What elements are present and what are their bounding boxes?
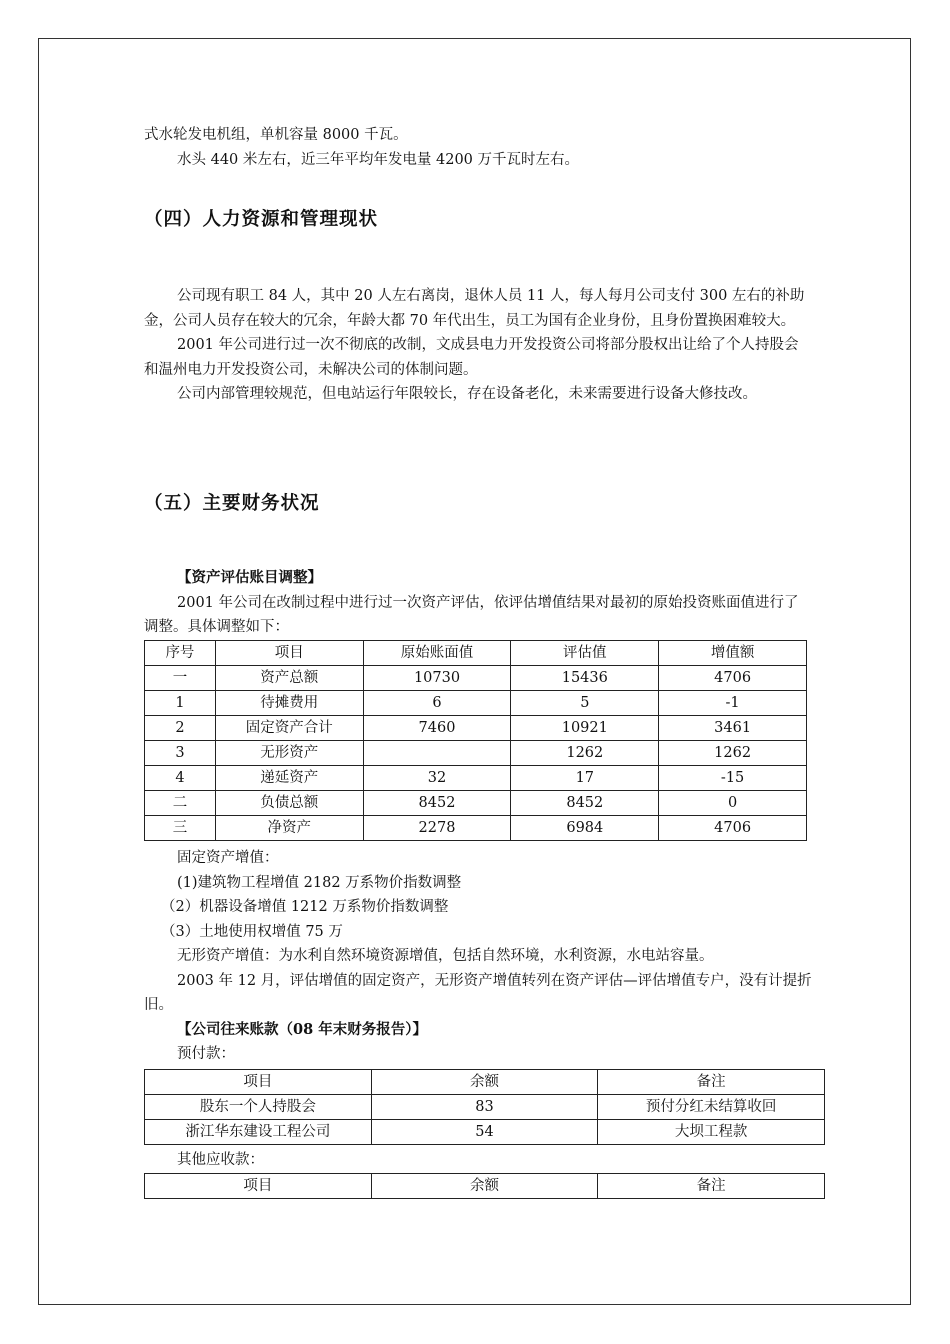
table-cell: 15436 xyxy=(511,666,659,691)
table-cell: 83 xyxy=(371,1095,598,1120)
table-cell: 预付分红未结算收回 xyxy=(598,1095,825,1120)
table-cell: 0 xyxy=(659,791,807,816)
top-text xyxy=(144,123,812,172)
table-cell: 8452 xyxy=(363,791,511,816)
table-cell: 4706 xyxy=(659,666,807,691)
table-row xyxy=(145,791,807,816)
paragraph: 水头 440 米左右，近三年平均年发电量 4200 万千瓦时左右。 xyxy=(177,151,580,168)
note-line: 2003 年 12 月，评估增值的固定资产，无形资产增值转列在资产评估—评估增值专户，没有计提折旧。 xyxy=(144,972,812,1013)
table-header-row xyxy=(145,1174,825,1199)
paragraph: 2001 年公司进行过一次不彻底的改制，文成县电力开发投资公司将部分股权出让给了个人持股会和温州电力开发投资公司，未解决公司的体制问题。 xyxy=(144,337,799,378)
asset-heading: 【资产评估账目调整】 xyxy=(177,569,322,586)
header-cell: 余额 xyxy=(371,1070,598,1095)
paragraph: 式水轮发电机组，单机容量 8000 千瓦。 xyxy=(144,127,408,143)
table-cell: 10921 xyxy=(511,716,659,741)
other-receivables xyxy=(144,1148,812,1173)
table-cell: 二 xyxy=(145,791,216,816)
other-table xyxy=(144,1173,825,1199)
table-row xyxy=(145,1095,825,1120)
table-cell: 大坝工程款 xyxy=(598,1120,825,1145)
table-cell: 17 xyxy=(511,766,659,791)
paragraph: 公司内部管理较规范，但电站运行年限较长，存在设备老化，未来需要进行设备大修技改。 xyxy=(177,386,757,402)
table-cell: 待摊费用 xyxy=(215,691,363,716)
note-line: 固定资产增值： xyxy=(177,850,279,866)
header-cell: 备注 xyxy=(598,1174,825,1199)
table-cell: 2 xyxy=(145,716,216,741)
table-row xyxy=(145,716,807,741)
header-cell: 评估值 xyxy=(511,641,659,666)
header-cell: 余额 xyxy=(371,1174,598,1199)
prepay-table xyxy=(144,1069,825,1145)
table-cell: 6984 xyxy=(511,816,659,841)
table-row xyxy=(145,1120,825,1145)
table-cell: 32 xyxy=(363,766,511,791)
table-cell: 负债总额 xyxy=(215,791,363,816)
table-row xyxy=(145,666,807,691)
table-cell: 3 xyxy=(145,741,216,766)
table-header-row xyxy=(145,641,807,666)
table-cell: -15 xyxy=(659,766,807,791)
header-cell: 备注 xyxy=(598,1070,825,1095)
section-4-body xyxy=(144,284,812,407)
asset-section xyxy=(144,566,812,640)
table-cell: -1 xyxy=(659,691,807,716)
note-line: 无形资产增值：为水利自然环境资源增值，包括自然环境，水利资源，水电站容量。 xyxy=(177,948,714,964)
note-line: （3）土地使用权增值 75 万 xyxy=(161,923,343,940)
section-4-heading: （四）人力资源和管理现状 xyxy=(144,209,379,230)
header-cell: 序号 xyxy=(145,641,216,666)
header-cell: 项目 xyxy=(145,1174,372,1199)
table-cell: 54 xyxy=(371,1120,598,1145)
table-cell: 股东一个人持股会 xyxy=(145,1095,372,1120)
table-cell: 5 xyxy=(511,691,659,716)
header-cell: 原始账面值 xyxy=(363,641,511,666)
note-line: （2）机器设备增值 1212 万系物价指数调整 xyxy=(161,899,449,915)
table-cell: 10730 xyxy=(363,666,511,691)
table-cell: 资产总额 xyxy=(215,666,363,691)
table-cell: 2278 xyxy=(363,816,511,841)
table-cell xyxy=(363,741,511,766)
asset-table xyxy=(144,640,807,841)
table-cell: 1262 xyxy=(511,741,659,766)
table-cell: 三 xyxy=(145,816,216,841)
prepay-label: 预付款： xyxy=(177,1046,235,1062)
header-cell: 项目 xyxy=(215,641,363,666)
table-row xyxy=(145,691,807,716)
section-5-heading: （五）主要财务状况 xyxy=(144,493,320,514)
table-cell: 8452 xyxy=(511,791,659,816)
table-cell: 6 xyxy=(363,691,511,716)
table-cell: 3461 xyxy=(659,716,807,741)
table-cell: 递延资产 xyxy=(215,766,363,791)
header-cell: 项目 xyxy=(145,1070,372,1095)
table-cell: 无形资产 xyxy=(215,741,363,766)
table-cell: 1262 xyxy=(659,741,807,766)
paragraph: 公司现有职工 84 人，其中 20 人左右离岗，退休人员 11 人，每人每月公司支付 300 左右的补助金，公司人员存在较大的冗余，年龄大都 70 年代出生，员工为国有企业身份，且身份置换困难较大。 xyxy=(144,288,805,329)
table-header-row xyxy=(145,1070,825,1095)
header-cell: 增值额 xyxy=(659,641,807,666)
note-line: (1)建筑物工程增值 2182 万系物价指数调整 xyxy=(177,874,462,891)
notes xyxy=(144,846,812,1067)
table-cell: 净资产 xyxy=(215,816,363,841)
table-cell: 一 xyxy=(145,666,216,691)
table-cell: 4 xyxy=(145,766,216,791)
table-cell: 1 xyxy=(145,691,216,716)
table-row xyxy=(145,741,807,766)
table-cell: 固定资产合计 xyxy=(215,716,363,741)
table-cell: 4706 xyxy=(659,816,807,841)
table-cell: 浙江华东建设工程公司 xyxy=(145,1120,372,1145)
asset-intro: 2001 年公司在改制过程中进行过一次资产评估，依评估增值结果对最初的原始投资账面值进行了调整。具体调整如下： xyxy=(144,594,799,635)
table-row xyxy=(145,766,807,791)
other-label: 其他应收款： xyxy=(177,1152,264,1168)
table-cell: 7460 xyxy=(363,716,511,741)
accounts-heading: 【公司往来账款（08 年末财务报告）】 xyxy=(177,1020,427,1038)
table-row xyxy=(145,816,807,841)
